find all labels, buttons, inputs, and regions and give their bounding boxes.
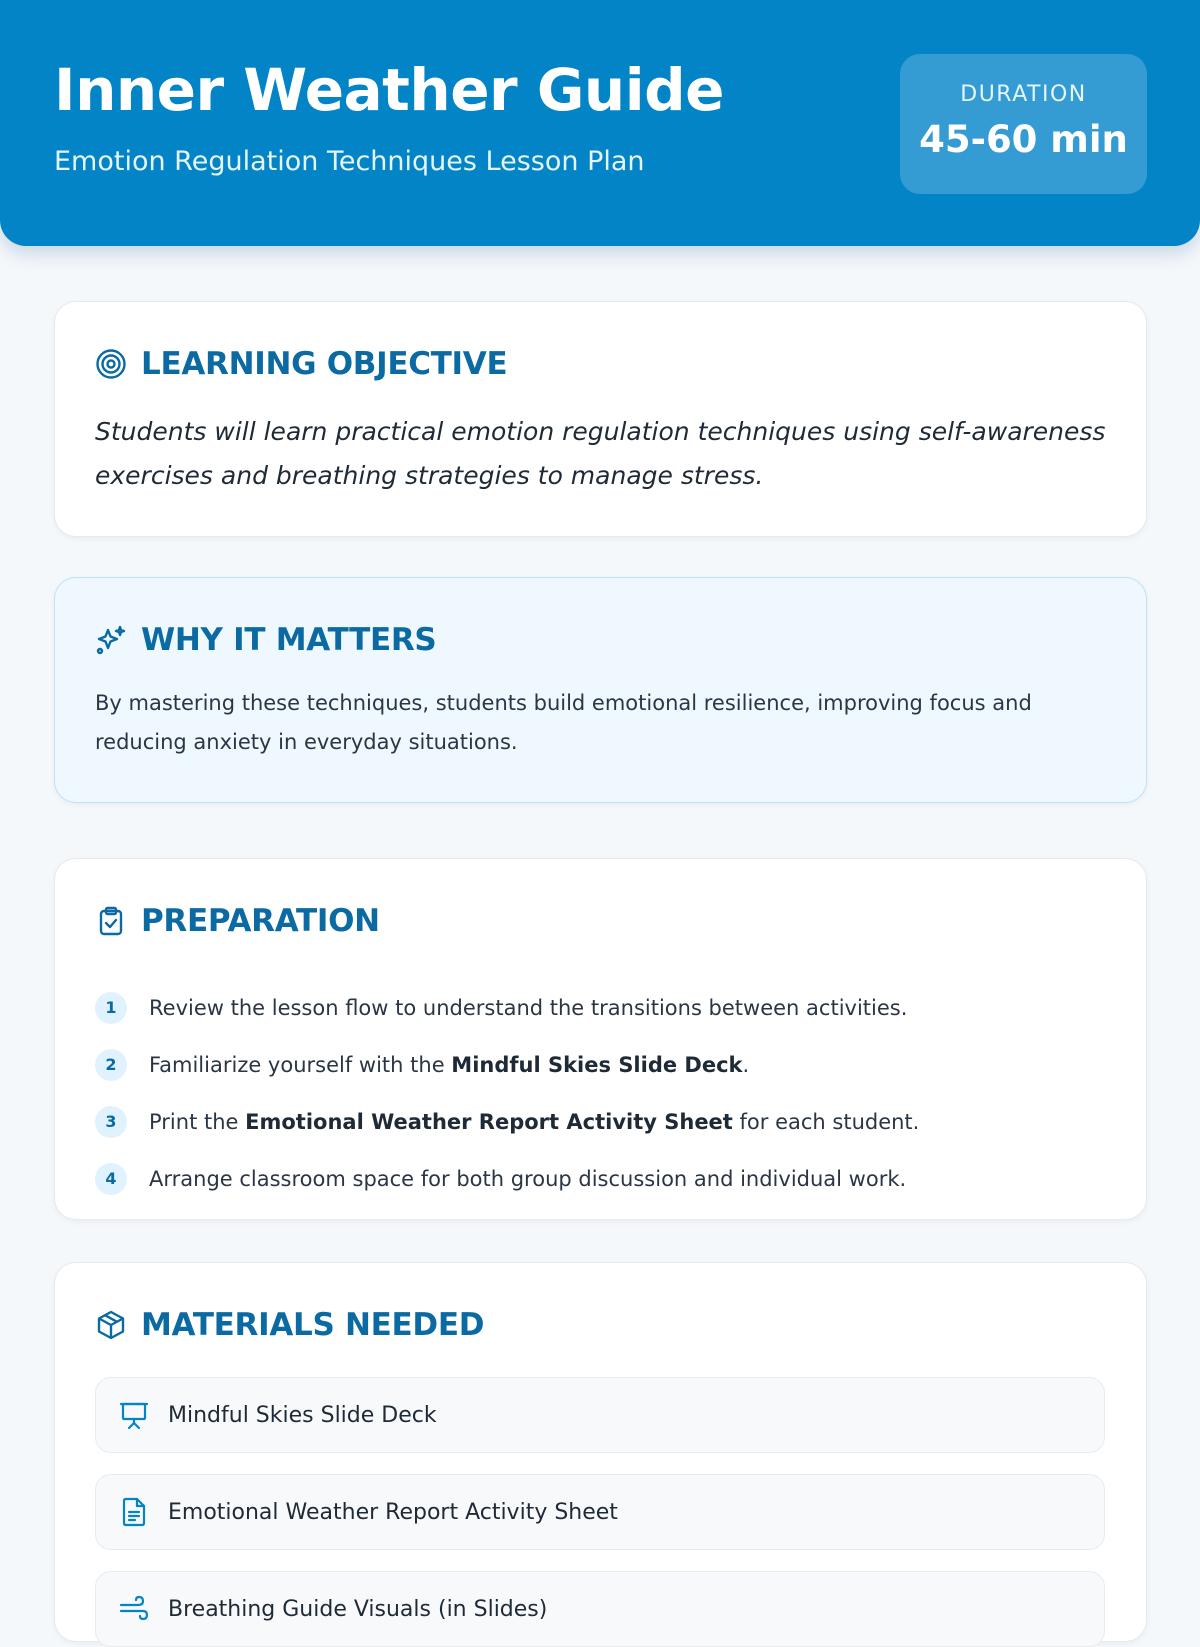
sparkles-icon <box>95 624 127 656</box>
step-number: 3 <box>95 1106 127 1138</box>
list-item <box>95 1150 1115 1207</box>
document-icon <box>118 1496 150 1528</box>
list-item <box>95 979 1115 1036</box>
page-subtitle: Emotion Regulation Techniques Lesson Plan <box>54 146 645 177</box>
step-number: 4 <box>95 1163 127 1195</box>
why-it-matters-title: WHY IT MATTERS <box>141 622 437 658</box>
step-text: Familiarize yourself with the Mindful Skies Slide Deck. <box>149 1052 750 1077</box>
materials-heading <box>95 1307 484 1343</box>
page-header <box>0 0 1200 246</box>
preparation-heading <box>95 903 380 939</box>
materials-card <box>54 1262 1147 1642</box>
clipboard-check-icon <box>95 905 127 937</box>
package-icon <box>95 1309 127 1341</box>
material-label: Breathing Guide Visuals (in Slides) <box>168 1596 548 1622</box>
list-item <box>95 1474 1105 1550</box>
learning-objective-heading <box>95 346 507 382</box>
list-item <box>95 1093 1115 1150</box>
target-icon <box>95 348 127 380</box>
preparation-card <box>54 858 1147 1220</box>
learning-objective-card <box>54 301 1147 537</box>
duration-value: 45-60 min <box>919 118 1128 161</box>
why-it-matters-text: By mastering these techniques, students build emotional resilience, improving focus and reducing anxiety in everyday situations. <box>95 691 1032 754</box>
step-number: 2 <box>95 1049 127 1081</box>
step-number: 1 <box>95 992 127 1024</box>
list-item <box>95 1036 1115 1093</box>
step-text: Print the Emotional Weather Report Activity Sheet for each student. <box>149 1109 920 1134</box>
step-text: Arrange classroom space for both group discussion and individual work. <box>149 1166 907 1191</box>
list-item <box>95 1571 1105 1647</box>
why-it-matters-heading <box>95 622 436 658</box>
step-text: Review the lesson flow to understand the transitions between activities. <box>149 995 908 1020</box>
page-title: Inner Weather Guide <box>54 56 724 124</box>
materials-title: MATERIALS NEEDED <box>141 1307 485 1343</box>
material-label: Mindful Skies Slide Deck <box>168 1402 437 1428</box>
duration-badge <box>900 54 1147 194</box>
wind-icon <box>118 1593 150 1625</box>
list-item <box>95 1377 1105 1453</box>
learning-objective-title: LEARNING OBJECTIVE <box>141 346 508 382</box>
why-it-matters-card <box>54 577 1147 803</box>
preparation-title: PREPARATION <box>141 903 380 939</box>
duration-label: DURATION <box>960 82 1087 107</box>
material-label: Emotional Weather Report Activity Sheet <box>168 1499 618 1525</box>
preparation-list <box>95 979 1115 1207</box>
presentation-icon <box>118 1399 150 1431</box>
learning-objective-text: Students will learn practical emotion regulation techniques using self-awareness exercises and breathing strategies to manage stress. <box>95 417 1106 490</box>
